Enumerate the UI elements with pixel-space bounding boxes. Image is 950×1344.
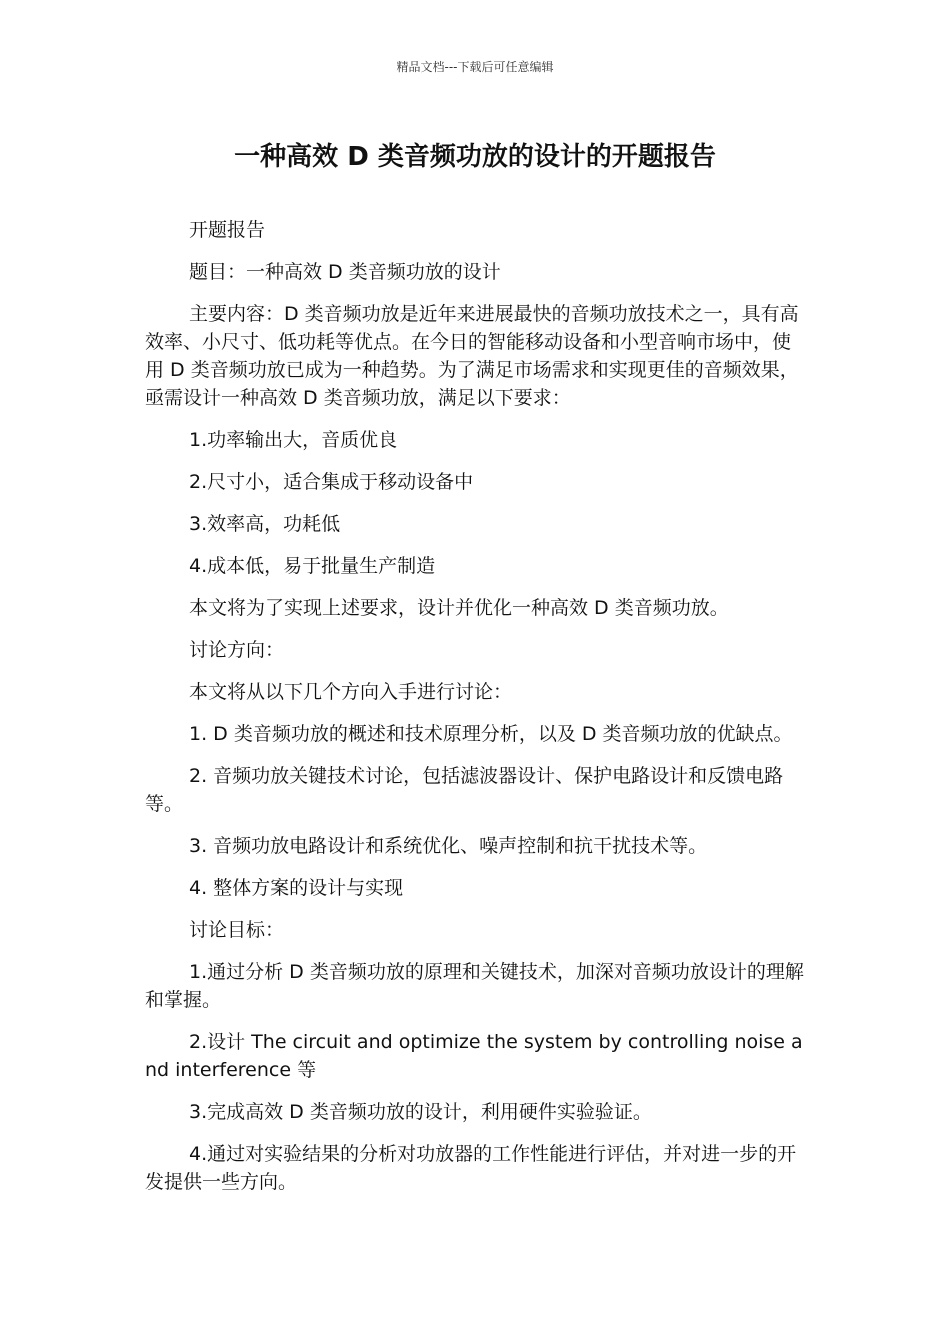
goal-item: 3.完成高效 D 类音频功放的设计，利用硬件实验验证。: [189, 1101, 652, 1123]
requirement-item: 2.尺寸小，适合集成于移动设备中: [189, 471, 474, 493]
direction-item: 1. D 类音频功放的概述和技术原理分析，以及 D 类音频功放的优缺点。: [189, 723, 793, 745]
requirement-item: 1.功率输出大，音质优良: [189, 429, 398, 451]
paragraph-section-label: 开题报告: [189, 219, 266, 241]
requirement-item: 3.效率高，功耗低: [189, 513, 341, 535]
page-header-watermark: 精品文档---下载后可任意编辑: [396, 60, 554, 74]
direction-item: 3. 音频功放电路设计和系统优化、噪声控制和抗干扰技术等。: [189, 835, 708, 857]
direction-item: 2. 音频功放关键技术讨论，包括滤波器设计、保护电路设计和反馈电路等。: [145, 765, 784, 815]
goal-item: 4.通过对实验结果的分析对功放器的工作性能进行评估，并对进一步的开发提供一些方向。: [145, 1143, 797, 1193]
requirement-item: 4.成本低，易于批量生产制造: [189, 555, 436, 577]
section-heading-directions: 讨论方向：: [189, 639, 285, 661]
paragraph-main-content: 主要内容：D 类音频功放是近年来进展最快的音频功放技术之一，具有高效率、小尺寸、低功耗等优点。在今日的智能移动设备和小型音响市场中，使用 D 类音频功放已成为一种趋势。为了满足市场需求和实现更佳的音频效果，亟需设计一种高效 D 类音频功放，满足以下要求：: [145, 303, 799, 409]
paragraph-directions-intro: 本文将从以下几个方向入手进行讨论：: [189, 681, 513, 703]
section-heading-goals: 讨论目标：: [189, 919, 285, 941]
goal-item: 1.通过分析 D 类音频功放的原理和关键技术，加深对音频功放设计的理解和掌握。: [145, 961, 804, 1011]
document-body: [145, 216, 805, 1210]
goal-item: 2.设计 The circuit and optimize the system by controlling noise and interference 等: [145, 1031, 803, 1081]
paragraph-topic: 题目：一种高效 D 类音频功放的设计: [189, 261, 501, 283]
direction-item: 4. 整体方案的设计与实现: [189, 877, 404, 899]
document-title: 一种高效 D 类音频功放的设计的开题报告: [234, 142, 716, 172]
paragraph-summary: 本文将为了实现上述要求，设计并优化一种高效 D 类音频功放。: [189, 597, 729, 619]
